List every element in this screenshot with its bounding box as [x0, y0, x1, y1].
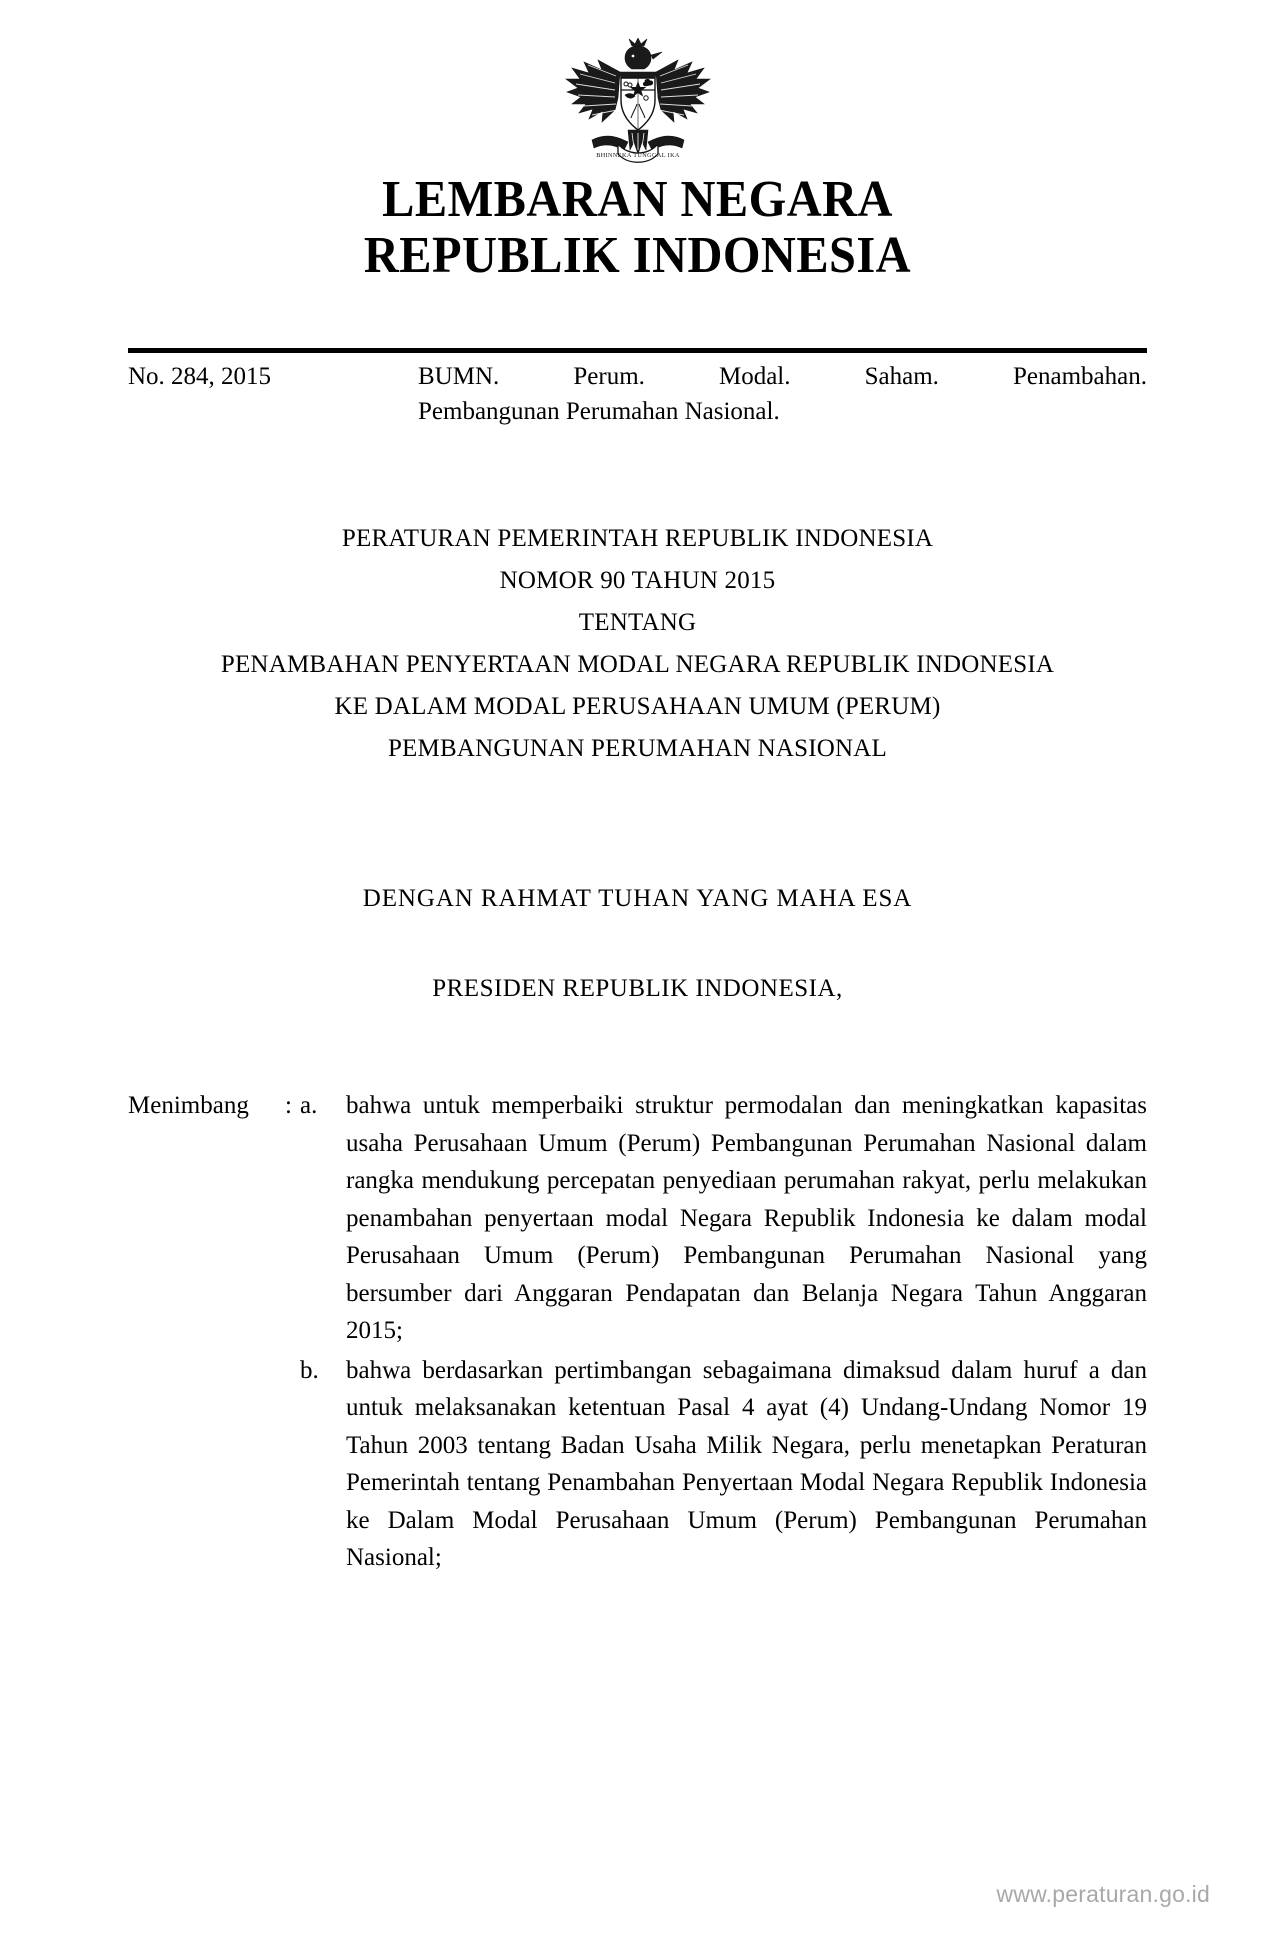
masthead: [0, 172, 1275, 284]
president-text: PRESIDEN REPUBLIK INDONESIA,: [432, 975, 843, 1002]
consideration-letter: b.: [300, 1356, 319, 1384]
gazette-keywords: [418, 360, 1147, 429]
consideration-item-a: [128, 1087, 1147, 1350]
masthead-line-2: REPUBLIK INDONESIA: [363, 227, 912, 285]
title-line-6: PEMBANGUNAN PERUMAHAN NASIONAL: [387, 735, 888, 762]
title-line-3: TENTANG: [578, 609, 697, 636]
consideration-text: bahwa untuk memperbaiki struktur permodalan dan meningkatkan kapasitas usaha Perusahaan Umum (Perum) Pembangunan Perumahan Nasional dalam rangka mendukung percepatan penyediaan perumahan rakyat, perlu melakukan penambahan penyertaan modal Negara Republik Indonesia ke dalam modal Perusahaan Umum (Perum) Pembangunan Perumahan Nasional yang bersumber dari Anggaran Pendapatan dan Belanja Negara Tahun Anggaran 2015;: [346, 1092, 1147, 1344]
svg-text:BHINNEKA TUNGGAL IKA: BHINNEKA TUNGGAL IKA: [595, 152, 680, 159]
considerations-section: [128, 1087, 1147, 1577]
emblem-container: [0, 38, 1275, 173]
title-line-1: PERATURAN PEMERINTAH REPUBLIK INDONESIA: [341, 525, 934, 552]
gazette-number: No. 284, 2015: [128, 363, 272, 390]
consideration-text: bahwa berdasarkan pertimbangan sebagaimana dimaksud dalam huruf a dan untuk melaksanakan ketentuan Pasal 4 ayat (4) Undang-Undang Nomor 19 Tahun 2003 tentang Badan Usaha Milik Negara, perlu menetapkan Peraturan Pemerintah tentang Penambahan Penyertaan Modal Negara Republik Indonesia ke Dalam Modal Perusahaan Umum (Perum) Pembangunan Perumahan Nasional;: [346, 1356, 1147, 1571]
header-info-row: [128, 360, 1147, 429]
gazette-keywords-line-2: Pembangunan Perumahan Nasional.: [418, 397, 780, 425]
considerations-label-colon: :: [285, 1092, 292, 1119]
president-block: [0, 968, 1275, 1010]
source-watermark: www.peraturan.go.id: [996, 1881, 1210, 1907]
consideration-item-b: [128, 1352, 1147, 1577]
invocation-text: DENGAN RAHMAT TUHAN YANG MAHA ESA: [362, 885, 913, 912]
garuda-pancasila-emblem: [558, 38, 718, 173]
considerations-label: [128, 1087, 300, 1125]
gazette-keywords-line-1: BUMN. Perum. Modal. Saham. Penambahan.: [418, 363, 1147, 390]
regulation-title-block: [0, 518, 1275, 770]
consideration-letter: a.: [300, 1092, 318, 1119]
masthead-line-1: LEMBARAN NEGARA: [382, 171, 893, 228]
invocation-block: [0, 878, 1275, 920]
title-line-4: PENAMBAHAN PENYERTAAN MODAL NEGARA REPUBLIK INDONESIA: [220, 651, 1055, 678]
masthead-rule: [128, 348, 1147, 353]
title-line-5: KE DALAM MODAL PERUSAHAAN UMUM (PERUM): [334, 693, 941, 720]
considerations-label-word: Menimbang: [128, 1092, 249, 1119]
title-line-2: NOMOR 90 TAHUN 2015: [499, 567, 776, 594]
